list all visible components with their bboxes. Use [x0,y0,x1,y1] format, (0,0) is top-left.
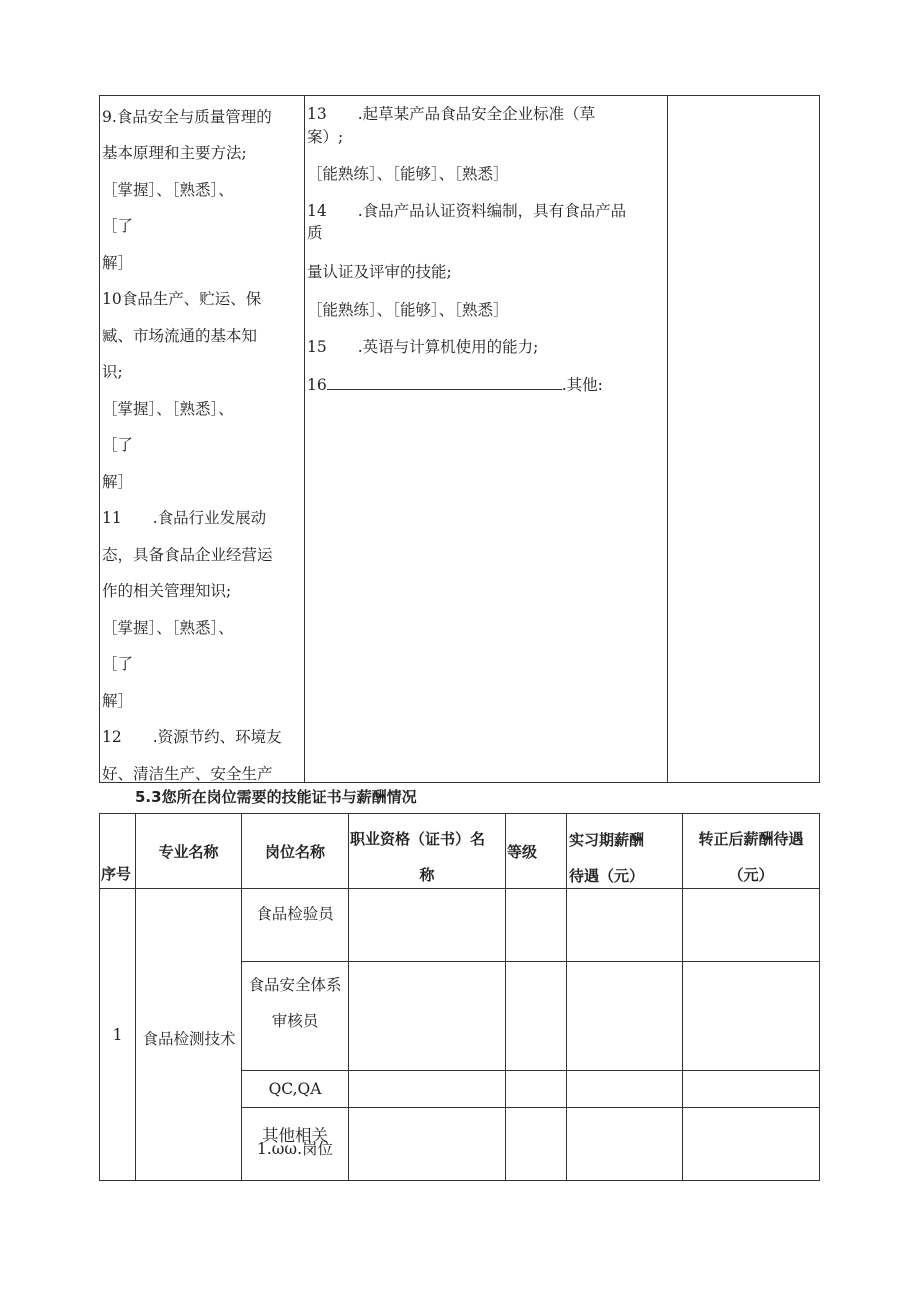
header-major: 专业名称 [158,843,219,861]
col1-line: ［掌握］、［熟悉］、 [102,400,234,418]
lower-table-left-border [99,813,100,1181]
section-title: 5.3您所在岗位需要的技能证书与薪酬情况 [135,788,417,806]
lower-col-divider-5 [566,813,567,1181]
header-regular-a: 转正后薪酬待遇 [698,830,804,848]
lower-row-divider-1 [241,961,820,962]
item13-line-b: 案）; [307,128,344,146]
item13-line-a: 13 .起草某产品食品安全企业标准（草 [307,105,596,123]
item14-line-c: 量认证及评审的技能; [307,263,452,281]
col1-line: 态，具备食品企业经营运 [102,546,273,564]
col1-line: 作的相关管理知识; [102,582,232,600]
item14-levels: ［能熟练］、［能够］、［熟悉］ [307,301,509,319]
upper-col2-cell [305,96,667,782]
upper-table-bottom-border [99,782,820,783]
col1-line: ［了 [102,217,134,235]
header-grade: 等级 [507,843,538,861]
col1-line: ［了 [102,436,134,454]
item16-suffix: .其他: [561,376,603,394]
item16-prefix: 16 [307,376,327,394]
header-intern-b: 待遇（元） [569,867,645,885]
upper-col1-cell [100,96,304,782]
col1-line: 9.食品安全与质量管理的 [102,108,272,126]
position-qc-qa: QC,QA [268,1080,322,1098]
header-seq: 序号 [101,865,132,883]
col1-line: 解］ [102,254,134,272]
position-food-safety-auditor-a: 食品安全体系 [248,976,342,994]
upper-table-right-border [819,95,820,783]
lower-table-right-border [819,813,820,1181]
lower-table-bottom-border [99,1180,820,1181]
item16 [307,374,603,394]
upper-table-col-divider-2 [667,95,668,783]
col1-line: 识; [102,363,123,381]
position-other-a: 其他相关 [262,1126,328,1145]
col1-line: 基本原理和主要方法; [102,144,247,162]
col1-line: 解］ [102,473,134,491]
header-intern-a: 实习期薪酬 [569,831,645,849]
lower-row-divider-3 [241,1107,820,1108]
col1-line: ［了 [102,655,134,673]
col1-line: ［掌握］、［熟悉］、 [102,181,234,199]
col1-line: 10食品生产、贮运、保 [102,290,262,308]
header-cert-b: 称 [419,866,435,884]
col1-line: 12 .资源节约、环境友 [102,728,282,746]
header-position: 岗位名称 [264,843,325,861]
position-food-safety-auditor-b: 审核员 [271,1012,319,1030]
col1-line: 好、清洁生产、安全生产 [102,765,273,782]
row-seq: 1 [112,1026,123,1044]
position-other-b: 1.ωω.岗位 [257,1140,333,1158]
item15: 15 .英语与计算机使用的能力; [307,338,539,356]
item14-line-a: 14 .食品产品认证资料编制，具有食品产品 [307,202,627,220]
lower-col-divider-4 [505,813,506,1181]
lower-table-header-bottom [99,888,820,889]
lower-col-divider-2 [241,813,242,1181]
position-food-inspector: 食品检验员 [256,905,334,923]
lower-col-divider-1 [135,813,136,1181]
row-major: 食品检测技术 [142,1030,236,1048]
header-cert-a: 职业资格（证书）名 [350,830,486,848]
col1-line: 解］ [102,692,134,710]
col1-line: ［掌握］、［熟悉］、 [102,619,234,637]
item13-levels: ［能熟练］、［能够］、［熟悉］ [307,165,509,183]
lower-table-top-border [99,813,820,814]
col1-line: 臧、市场流通的基本知 [102,327,258,345]
col1-line: 11 .食品行业发展动 [102,509,267,527]
item16-blank-underline [327,374,562,390]
lower-row-divider-2 [241,1070,820,1071]
header-regular-b: （元） [728,866,774,884]
item14-line-b: 质 [307,224,323,242]
